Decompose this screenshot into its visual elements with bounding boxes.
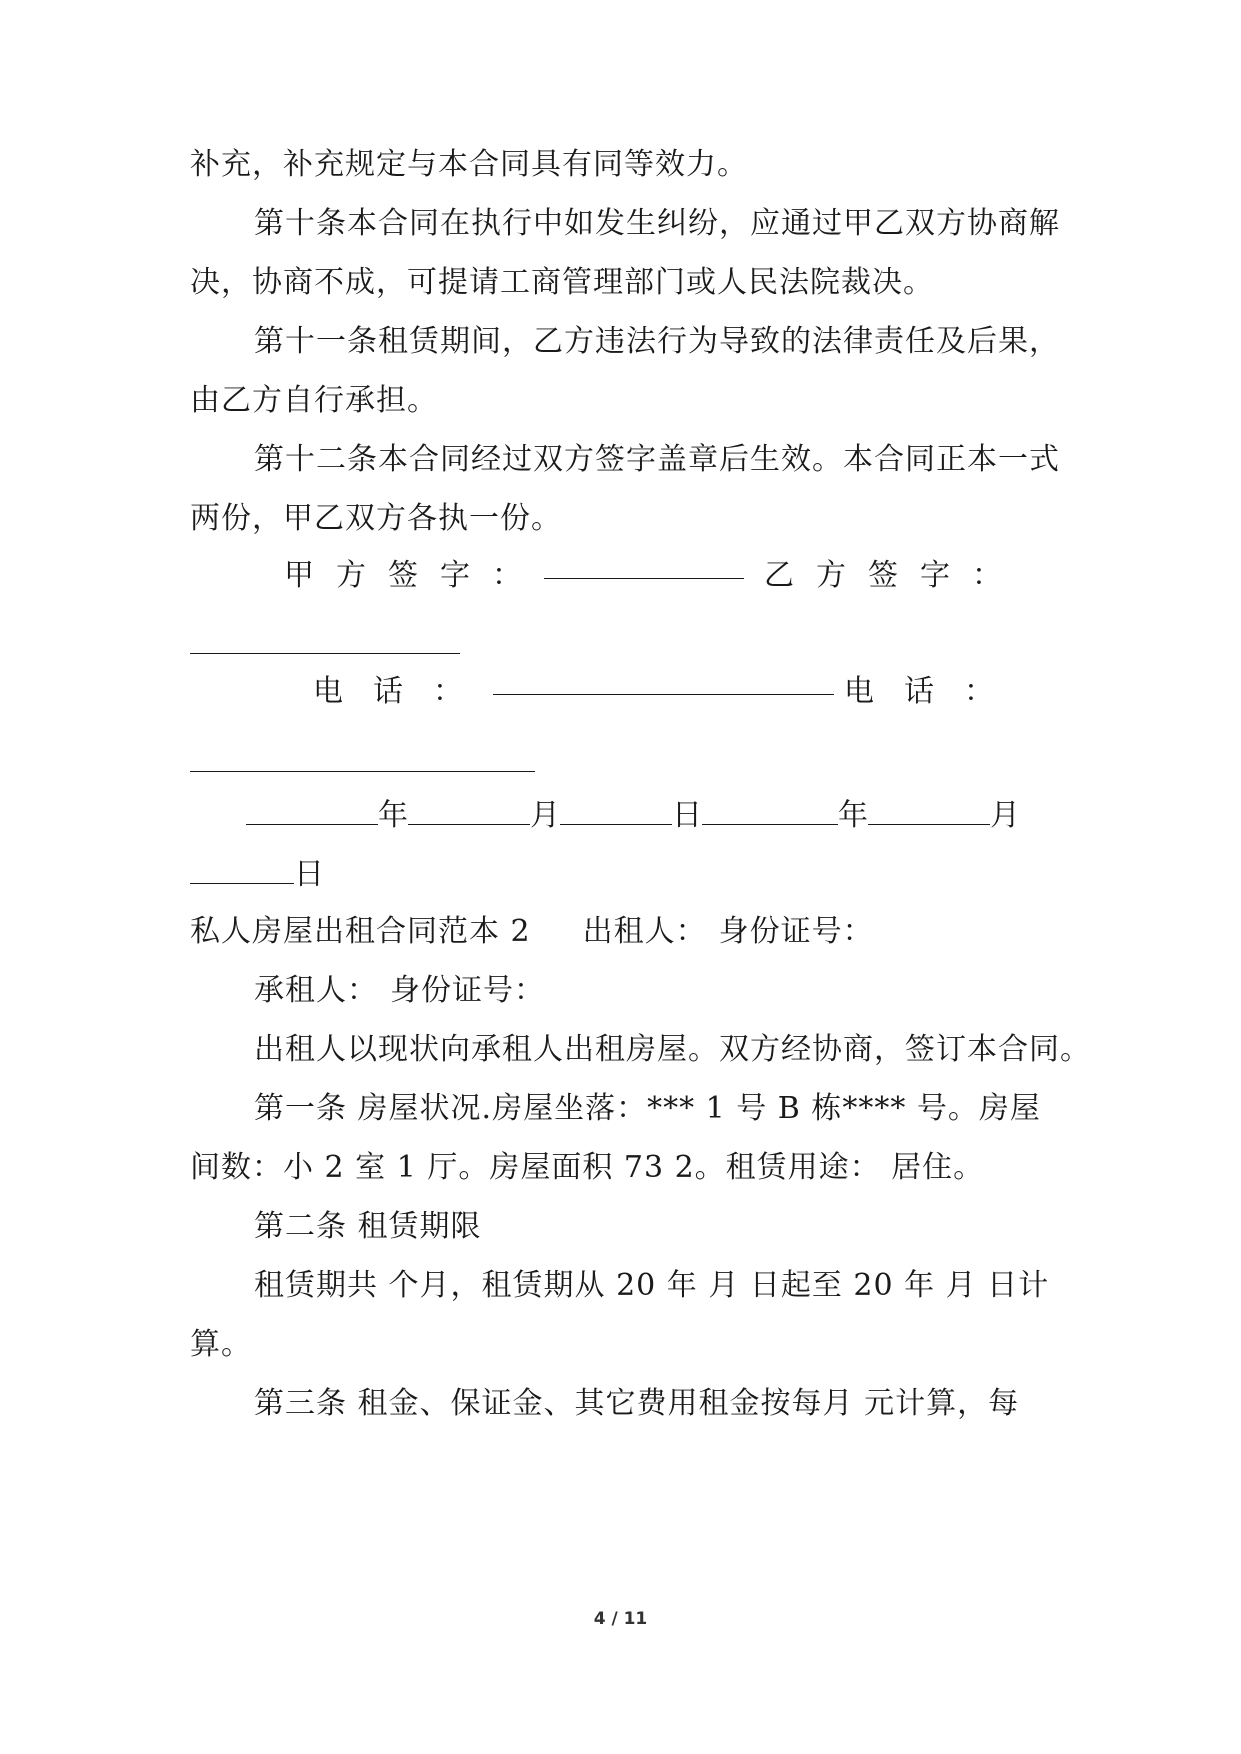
article-11-line2: 由乙方自行承担。 — [190, 383, 438, 418]
article-10-line2: 决，协商不成，可提请工商管理部门或人民法院裁决。 — [190, 265, 934, 300]
article-10-line1: 第十条本合同在执行中如发生纠纷，应通过甲乙双方协商解 — [254, 206, 1060, 241]
party-a-day-blank — [560, 796, 672, 825]
article-1-line1: 第一条 房屋状况.房屋坐落：*** 1 号 B 栋**** 号。房屋 — [254, 1091, 1041, 1126]
article-1-line2: 间数：小 2 室 1 厅。房屋面积 73 2。租赁用途： 居住。 — [190, 1150, 985, 1185]
year-label-a: 年 — [378, 798, 408, 833]
article-2-line1: 租赁期共 个月，租赁期从 20 年 月 日起至 20 年 月 日计 — [254, 1268, 1050, 1303]
year-label-b: 年 — [838, 798, 868, 833]
lessor-label: 出租人： — [582, 914, 707, 949]
contract2-header-row — [190, 912, 1050, 952]
month-label-b: 月 — [990, 798, 1020, 833]
party-b-phone-label: 电话： — [844, 674, 1024, 709]
article-3-line1: 第三条 租金、保证金、其它费用租金按每月 元计算，每 — [254, 1386, 1020, 1421]
party-a-phone-blank — [493, 672, 834, 695]
article-2-heading: 第二条 租赁期限 — [254, 1209, 482, 1244]
phone-row — [313, 672, 1024, 712]
party-a-signature-blank — [544, 556, 744, 579]
contract2-intro: 出租人以现状向承租人出租房屋。双方经协商，签订本合同。 — [254, 1032, 1091, 1067]
article-2-line2: 算。 — [190, 1327, 252, 1362]
lessor-id-label: 身份证号： — [718, 914, 874, 949]
party-b-signature-blank — [190, 631, 460, 654]
paragraph-continuation: 补充，补充规定与本合同具有同等效力。 — [190, 147, 748, 182]
day-label-a: 日 — [672, 798, 702, 833]
date-row — [246, 796, 1106, 836]
page-number: 4 / 11 — [593, 1609, 648, 1629]
party-a-signature-label: 甲方签字： — [284, 558, 544, 593]
contract2-title: 私人房屋出租合同范本 2 — [190, 914, 531, 949]
party-a-year-blank — [246, 796, 378, 825]
article-11-line1: 第十一条租赁期间，乙方违法行为导致的法律责任及后果， — [254, 324, 1060, 359]
party-b-day-blank — [190, 855, 294, 884]
party-b-phone-blank — [190, 749, 535, 772]
signature-row — [284, 556, 1024, 596]
party-b-phone-row — [190, 743, 1050, 783]
party-b-signature-row — [190, 625, 1050, 665]
party-b-month-blank — [868, 796, 990, 825]
date-row-continued — [190, 855, 1050, 895]
party-a-phone-label: 电话： — [313, 674, 493, 709]
party-b-signature-label: 乙方签字： — [764, 558, 1024, 593]
lessee-row — [254, 971, 1114, 1011]
article-12-line1: 第十二条本合同经过双方签字盖章后生效。本合同正本一式 — [254, 442, 1060, 477]
lessee-id-label: 身份证号： — [390, 973, 545, 1008]
day-label-b: 日 — [294, 857, 324, 892]
month-label-a: 月 — [530, 798, 560, 833]
party-b-year-blank — [702, 796, 838, 825]
article-12-line2: 两份，甲乙双方各执一份。 — [190, 501, 562, 536]
lessee-label: 承租人： — [254, 973, 378, 1008]
party-a-month-blank — [408, 796, 530, 825]
